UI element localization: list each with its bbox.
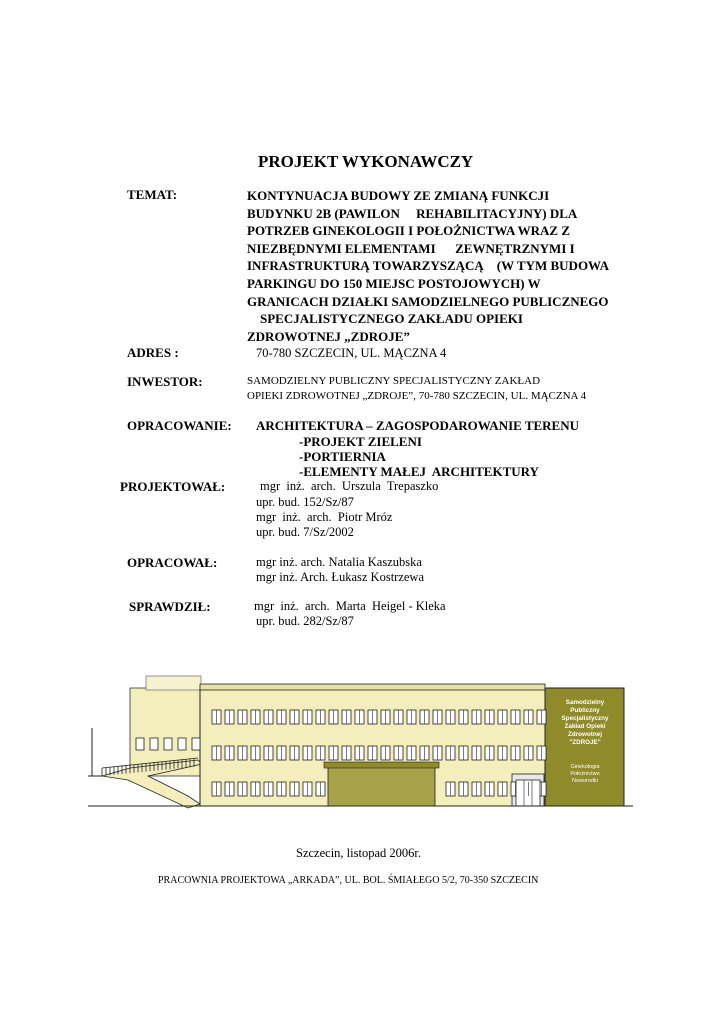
temat-line: BUDYNKU 2B (PAWILON REHABILITACYJNY) DLA <box>247 205 578 221</box>
building-sign-line: Położnictwo <box>570 771 600 777</box>
opracowanie-label: OPRACOWANIE: <box>127 418 232 433</box>
temat-line: INFRASTRUKTURĄ TOWARZYSZĄCĄ (W TYM BUDOWA <box>247 258 610 274</box>
projektowal-line: upr. bud. 7/Sz/2002 <box>256 525 354 539</box>
temat-line: GRANICACH DZIAŁKI SAMODZIELNEGO PUBLICZNEGO <box>247 293 609 309</box>
temat-line: POTRZEB GINEKOLOGII I POŁOŻNICTWA WRAZ Z <box>247 223 571 239</box>
building-sign-line: Publiczny <box>570 707 600 714</box>
building-sign-line: Zdrowotnej <box>568 731 602 738</box>
building-sign-line: Noworodki <box>572 778 598 784</box>
opracowanie-line: -PORTIERNIA <box>299 449 386 464</box>
projektowal-line: mgr inż. arch. Piotr Mróz <box>256 510 393 524</box>
inwestor-line: SAMODZIELNY PUBLICZNY SPECJALISTYCZNY ZAKŁAD <box>247 375 541 387</box>
opracowanie-line: -PROJEKT ZIELENI <box>299 434 422 449</box>
projektowal-line: mgr inż. arch. Urszula Trepaszko <box>260 479 439 493</box>
opracowanie-line: ARCHITEKTURA – ZAGOSPODAROWANIE TERENU <box>256 418 580 433</box>
sprawdzil-label: SPRAWDZIŁ: <box>129 599 211 614</box>
footer-firm: PRACOWNIA PROJEKTOWA „ARKADA”, UL. BOL. ŚMIAŁEGO 5/2, 70-350 SZCZECIN <box>158 875 539 886</box>
building-elevation-drawing <box>88 668 633 825</box>
temat-line: SPECJALISTYCZNEGO ZAKŁADU OPIEKI <box>247 311 523 327</box>
temat-line: ZDROWOTNEJ „ZDROJE” <box>247 328 410 344</box>
sprawdzil-line: upr. bud. 282/Sz/87 <box>256 614 354 628</box>
temat-line: KONTYNUACJA BUDOWY ZE ZMIANĄ FUNKCJI <box>247 188 550 203</box>
footer-date: Szczecin, listopad 2006r. <box>296 846 421 860</box>
temat-line: NIEZBĘDNYMI ELEMENTAMI ZEWNĘTRZNYMI I <box>247 240 575 256</box>
adres-label: ADRES : <box>127 345 179 360</box>
projektowal-line: upr. bud. 152/Sz/87 <box>256 495 354 509</box>
building-sign-line: "ZDROJE" <box>569 739 601 746</box>
opracowal-line: mgr inż. arch. Natalia Kaszubska <box>256 555 422 569</box>
temat-line: PARKINGU DO 150 MIEJSC POSTOJOWYCH) W <box>247 275 541 291</box>
opracowal-line: mgr inż. Arch. Łukasz Kostrzewa <box>256 570 424 584</box>
opracowanie-line: -ELEMENTY MAŁEJ ARCHITEKTURY <box>299 464 539 479</box>
document-title: PROJEKT WYKONAWCZY <box>258 152 474 171</box>
building-sign-line: Ginekologia <box>570 764 600 770</box>
building-sign-line: Specjalistyczny <box>561 715 609 722</box>
building-sign-line: Zakład Opieki <box>564 723 606 730</box>
temat-label: TEMAT: <box>127 187 178 202</box>
projektowal-label: PROJEKTOWAŁ: <box>120 479 226 494</box>
temat-text <box>247 187 609 345</box>
inwestor-label: INWESTOR: <box>127 374 203 389</box>
sprawdzil-line: mgr inż. arch. Marta Heigel - Kleka <box>254 599 446 613</box>
opracowal-label: OPRACOWAŁ: <box>127 555 218 570</box>
building-sign-line: Samodzielny <box>565 699 605 706</box>
adres-value: 70-780 SZCZECIN, UL. MĄCZNA 4 <box>256 346 447 360</box>
inwestor-line: OPIEKI ZDROWOTNEJ „ZDROJE”, 70-780 SZCZECIN, UL. MĄCZNA 4 <box>247 390 587 402</box>
